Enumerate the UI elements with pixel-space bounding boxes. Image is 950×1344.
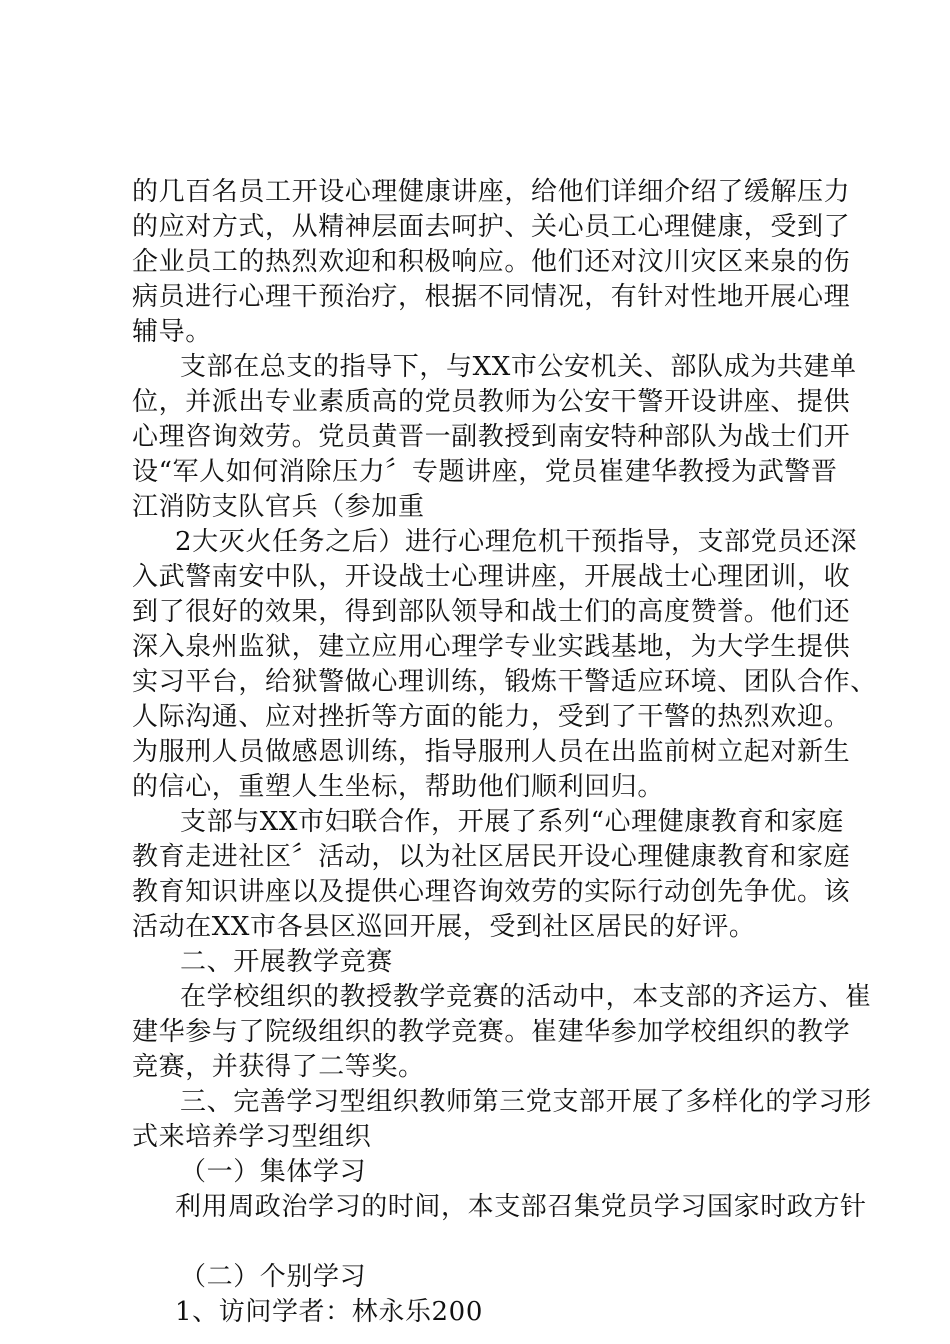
text-line: 到了很好的效果，得到部队领导和战士们的高度赞誉。他们还 <box>132 597 851 627</box>
paragraph-start-line: 支部与XX市妇联合作，开展了系列“心理健康教育和家庭 <box>180 807 844 837</box>
text-line: 江消防支队官兵（参加重 <box>132 492 425 522</box>
paragraph-start-line: 在学校组织的教授教学竞赛的活动中，本支部的齐运方、崔 <box>180 982 872 1012</box>
text-line: 位，并派出专业素质高的党员教师为公安干警开设讲座、提供 <box>132 387 851 417</box>
text-line: 的几百名员工开设心理健康讲座，给他们详细介绍了缓解压力 <box>132 177 851 207</box>
text-line: 设“军人如何消除压力〞专题讲座，党员崔建华教授为武警晋 <box>132 457 838 487</box>
text-line: 竞赛，并获得了二等奖。 <box>132 1052 425 1082</box>
list-item-line: 1、访问学者：林永乐200 <box>175 1297 483 1327</box>
text-line: 建华参与了院级组织的教学竞赛。崔建华参加学校组织的教学 <box>132 1017 851 1047</box>
text-line: 实习平台，给狱警做心理训练，锻炼干警适应环境、团队合作、 <box>132 667 877 697</box>
text-line: 深入泉州监狱，建立应用心理学专业实践基地，为大学生提供 <box>132 632 851 662</box>
text-line: 教育走进社区〞活动，以为社区居民开设心理健康教育和家庭 <box>132 842 851 872</box>
paragraph-start-line: 支部在总支的指导下，与XX市公安机关、部队成为共建单 <box>180 352 857 382</box>
text-line: 的应对方式，从精神层面去呵护、关心员工心理健康，受到了 <box>132 212 851 242</box>
text-line: 式来培养学习型组织 <box>132 1122 372 1152</box>
text-line: 为服刑人员做感恩训练，指导服刑人员在出监前树立起对新生 <box>132 737 851 767</box>
text-line: 辅导。 <box>132 317 212 347</box>
text-line: 病员进行心理干预治疗，根据不同情况，有针对性地开展心理 <box>132 282 851 312</box>
text-line: 教育知识讲座以及提供心理咨询效劳的实际行动创先争优。该 <box>132 877 851 907</box>
text-line: 心理咨询效劳。党员黄晋一副教授到南安特种部队为战士们开 <box>132 422 851 452</box>
text-line: 的信心，重塑人生坐标，帮助他们顺利回归。 <box>132 772 665 802</box>
section-heading: 二、开展教学竞赛 <box>180 947 393 977</box>
subsection-heading: （一）集体学习 <box>180 1157 367 1187</box>
text-line: 入武警南安中队，开设战士心理讲座，开展战士心理团训，收 <box>132 562 851 592</box>
text-line: 活动在XX市各县区巡回开展，受到社区居民的好评。 <box>132 912 756 942</box>
text-line: 企业员工的热烈欢迎和积极响应。他们还对汶川灾区来泉的伤 <box>132 247 851 277</box>
paragraph-start-line: 2大灭火任务之后）进行心理危机干预指导，支部党员还深 <box>175 527 858 557</box>
text-line: 人际沟通、应对挫折等方面的能力，受到了干警的热烈欢迎。 <box>132 702 851 732</box>
section-heading: 三、完善学习型组织教师第三党支部开展了多样化的学习形 <box>180 1087 872 1117</box>
paragraph-start-line: 利用周政治学习的时间，本支部召集党员学习国家时政方针 <box>175 1192 867 1222</box>
subsection-heading: （二）个别学习 <box>180 1262 367 1292</box>
